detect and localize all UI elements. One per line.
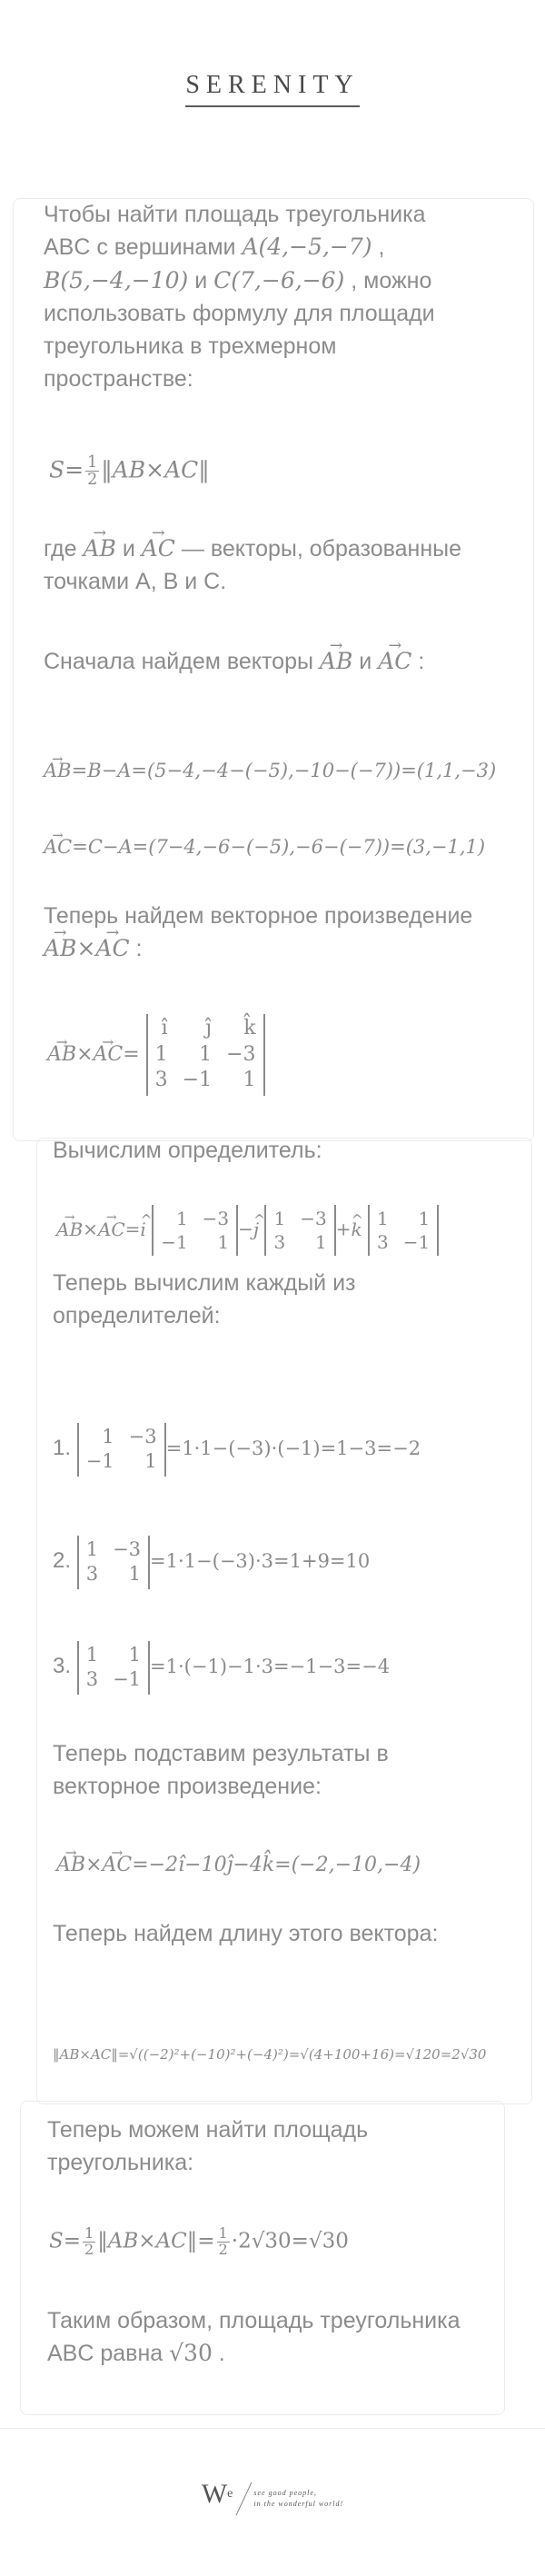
vector-ac: → AC: [378, 645, 411, 678]
formula-lhs: S=: [49, 2229, 82, 2253]
step-expr: =1·1−(−3)·(−1)=1−3=−2: [165, 1437, 421, 1459]
fraction-den: 2: [87, 471, 98, 490]
minus: −: [238, 1218, 253, 1240]
intro-line: [44, 231, 516, 264]
area-intro-paragraph: [47, 2114, 368, 2180]
vector-ac: → AC: [103, 1854, 133, 1876]
vector-ac-computation: [44, 836, 485, 858]
vector-ac: → AC: [95, 932, 129, 965]
each-det-paragraph: [53, 1267, 356, 1333]
det-cell: 1: [273, 1208, 286, 1229]
det-cell: 3: [154, 1069, 168, 1092]
det-cell: −1: [85, 1450, 114, 1473]
det-cell: 1: [85, 1538, 99, 1560]
formula-lhs: S=: [49, 456, 84, 483]
determinant-3x3: [146, 1014, 265, 1096]
brand-title: SERENITY: [185, 71, 359, 107]
det-cell: 1: [199, 1042, 213, 1066]
unit-j: ^ j: [253, 1218, 259, 1240]
intro-text: , можно: [344, 267, 432, 293]
det-cell: k̂: [243, 1017, 256, 1039]
vector-ab-computation: [44, 760, 496, 781]
fraction: [217, 2226, 230, 2258]
intro-line: пространстве:: [44, 366, 193, 393]
det-cell: 3: [376, 1231, 389, 1253]
area-formula: [49, 454, 210, 489]
fraction: [83, 2226, 95, 2258]
tagline-line: see good people,: [253, 2489, 317, 2498]
det-cell: 3: [85, 1668, 99, 1691]
intro-line: Чтобы найти площадь треугольника: [44, 202, 426, 227]
det-cell: 1: [85, 1644, 99, 1666]
vector-ab: → AB: [83, 532, 115, 565]
area-intro-line: треугольника:: [47, 2150, 194, 2176]
cross-symbol: ×: [76, 935, 96, 962]
find-vectors-text: :: [411, 649, 425, 674]
logo-letter-e: e: [227, 2486, 233, 2501]
intro-paragraph: [44, 198, 516, 396]
conclusion-text: ABC равна: [47, 2341, 170, 2367]
det-cell: −3: [202, 1208, 230, 1229]
minor: [77, 1536, 150, 1589]
step-number: 2.: [53, 1547, 72, 1573]
cross-intro-line: [44, 932, 525, 965]
conclusion-line: [47, 2337, 461, 2370]
intro-line: использовать формулу для площади: [44, 300, 435, 326]
where-text: — векторы, образованные: [174, 536, 461, 562]
vector-ac: → AC: [44, 836, 72, 858]
det-cell: 1: [376, 1208, 389, 1229]
cross-intro-line: Теперь найдем векторное произведение: [44, 903, 473, 929]
logo-slash: [236, 2482, 253, 2516]
vector-ac: → AC: [98, 1218, 125, 1240]
vector-ac: → AC: [94, 1043, 124, 1066]
det-cell: 1: [314, 1231, 327, 1253]
step-3: [53, 1641, 390, 1695]
fraction-num: 1: [87, 453, 98, 472]
formula-rhs: ‖AB×AC‖: [101, 456, 210, 483]
cross-determinant: [47, 1014, 265, 1096]
step-expr: =1·1−(−3)·3=1+9=10: [150, 1549, 371, 1572]
find-vectors-text: и: [352, 649, 379, 674]
fraction-den: 2: [218, 2240, 228, 2258]
area-intro-line: Теперь можем найти площадь: [47, 2117, 369, 2143]
det-cell: 3: [85, 1563, 99, 1586]
vector-ab: → AB: [44, 760, 72, 781]
intro-text: ,: [372, 234, 385, 261]
cross-intro-paragraph: [44, 900, 525, 966]
det-cell: −1: [113, 1668, 142, 1691]
det-cell: 1: [418, 1208, 431, 1229]
formula-rhs: ·2√30=√30: [231, 2229, 349, 2253]
conclusion-paragraph: [47, 2304, 461, 2371]
each-det-line: определителей:: [53, 1303, 221, 1329]
intro-line: треугольника в трехмерном: [44, 333, 337, 359]
vertex-b: B(5,−4,−10): [44, 266, 189, 293]
find-vectors-text: Сначала найдем векторы: [44, 649, 320, 674]
intro-text: ABC с вершинами: [44, 234, 243, 261]
footer-logo: [0, 2479, 545, 2517]
area-value: √30: [169, 2340, 213, 2367]
conclusion-line: Таким образом, площадь треугольника: [47, 2308, 461, 2333]
where-paragraph: [44, 532, 525, 599]
cross-result-expr: =−2î−10ĵ−4k̂=(−2,−10,−4): [132, 1854, 421, 1876]
conclusion-text: .: [212, 2341, 225, 2367]
fraction: [85, 454, 99, 489]
det-cell: 1: [144, 1450, 157, 1473]
length-formula: ‖AB×AC‖=√((−2)²+(−10)²+(−4)²)=√(4+100+16)=√120=2√30: [53, 2046, 487, 2063]
cross-symbol: ×: [76, 1042, 94, 1066]
tagline-line: in the wonderful world!: [253, 2500, 344, 2509]
equals: =: [124, 1218, 141, 1240]
step-expr: =1·(−1)−1·3=−1−3=−4: [150, 1655, 391, 1677]
det-cell: 1: [102, 1426, 114, 1447]
where-line: точками A, B и C.: [44, 569, 227, 595]
det-cell: −3: [300, 1208, 327, 1229]
intro-line: [44, 264, 516, 297]
equals: =: [123, 1042, 140, 1066]
minor: [77, 1423, 166, 1477]
det-cell: 1: [128, 1563, 142, 1586]
det-cell: 1: [175, 1208, 188, 1229]
step-2: [53, 1536, 370, 1589]
det-cell: −3: [113, 1538, 142, 1560]
minor-1: [152, 1205, 238, 1256]
det-cell: 1: [217, 1231, 230, 1253]
step-number: 1.: [53, 1435, 72, 1460]
vector-ac-expr: =C−A=(7−4,−6−(−5),−6−(−7))=(3,−1,1): [72, 836, 486, 858]
footer-divider: [0, 2428, 545, 2429]
fraction-den: 2: [84, 2240, 94, 2258]
step-1: [53, 1423, 421, 1477]
intro-text: и: [188, 267, 214, 293]
det-cell: î: [161, 1017, 168, 1039]
cross-symbol: ×: [85, 1854, 103, 1876]
where-line: [44, 532, 525, 565]
det-cell: ĵ: [205, 1017, 213, 1039]
each-det-line: Теперь вычислим каждый из: [53, 1270, 356, 1296]
area-result-formula: [49, 2226, 349, 2258]
substitute-line: векторное произведение:: [53, 1774, 322, 1800]
cross-result: [56, 1854, 421, 1876]
length-intro: Теперь найдем длину этого вектора:: [53, 1921, 439, 1946]
fraction-num: 1: [218, 2224, 228, 2242]
det-cell: 1: [243, 1069, 256, 1092]
where-text: и: [115, 536, 142, 562]
vector-ab: → AB: [56, 1854, 85, 1876]
det-cell: 1: [154, 1042, 168, 1066]
det-cell: 1: [128, 1644, 142, 1666]
vertex-c: C(7,−6,−6): [213, 266, 345, 293]
unit-i: ^ i: [140, 1218, 145, 1240]
minor-2: [264, 1205, 335, 1256]
det-cell: −3: [226, 1042, 256, 1066]
unit-k: ^ k: [351, 1218, 362, 1240]
plus: +: [335, 1218, 352, 1240]
brand-header: [0, 71, 545, 107]
vector-ab-expr: =B−A=(5−4,−4−(−5),−10−(−7))=(1,1,−3): [71, 760, 497, 781]
fraction-num: 1: [84, 2224, 94, 2242]
vector-ac: → AC: [142, 532, 175, 565]
minor: [77, 1641, 150, 1695]
formula-mid: ‖AB×AC‖=: [97, 2229, 215, 2253]
where-text: где: [44, 536, 84, 562]
minor-3: [368, 1205, 439, 1256]
vector-ab: → AB: [320, 645, 352, 678]
det-cell: −1: [161, 1231, 188, 1253]
substitute-paragraph: [53, 1737, 389, 1804]
determinant-expansion: [56, 1205, 439, 1256]
vertex-a: A(4,−5,−7): [242, 234, 372, 261]
det-cell: 3: [273, 1231, 286, 1253]
logo-letter-w: W: [201, 2479, 228, 2509]
compute-det-label: Вычислим определитель:: [53, 1138, 322, 1163]
vector-ab: → AB: [56, 1218, 83, 1240]
det-cell: −3: [128, 1426, 157, 1447]
step-number: 3.: [53, 1653, 72, 1678]
logo-tagline: [253, 2488, 343, 2510]
vector-ab: → AB: [47, 1043, 76, 1066]
find-vectors-line: [44, 645, 525, 678]
cross-intro-text: :: [129, 936, 143, 962]
substitute-line: Теперь подставим результаты в: [53, 1741, 389, 1766]
vector-ab: → AB: [44, 932, 76, 965]
cross-symbol: ×: [83, 1218, 98, 1240]
det-cell: −1: [402, 1231, 431, 1253]
det-cell: −1: [182, 1069, 213, 1092]
